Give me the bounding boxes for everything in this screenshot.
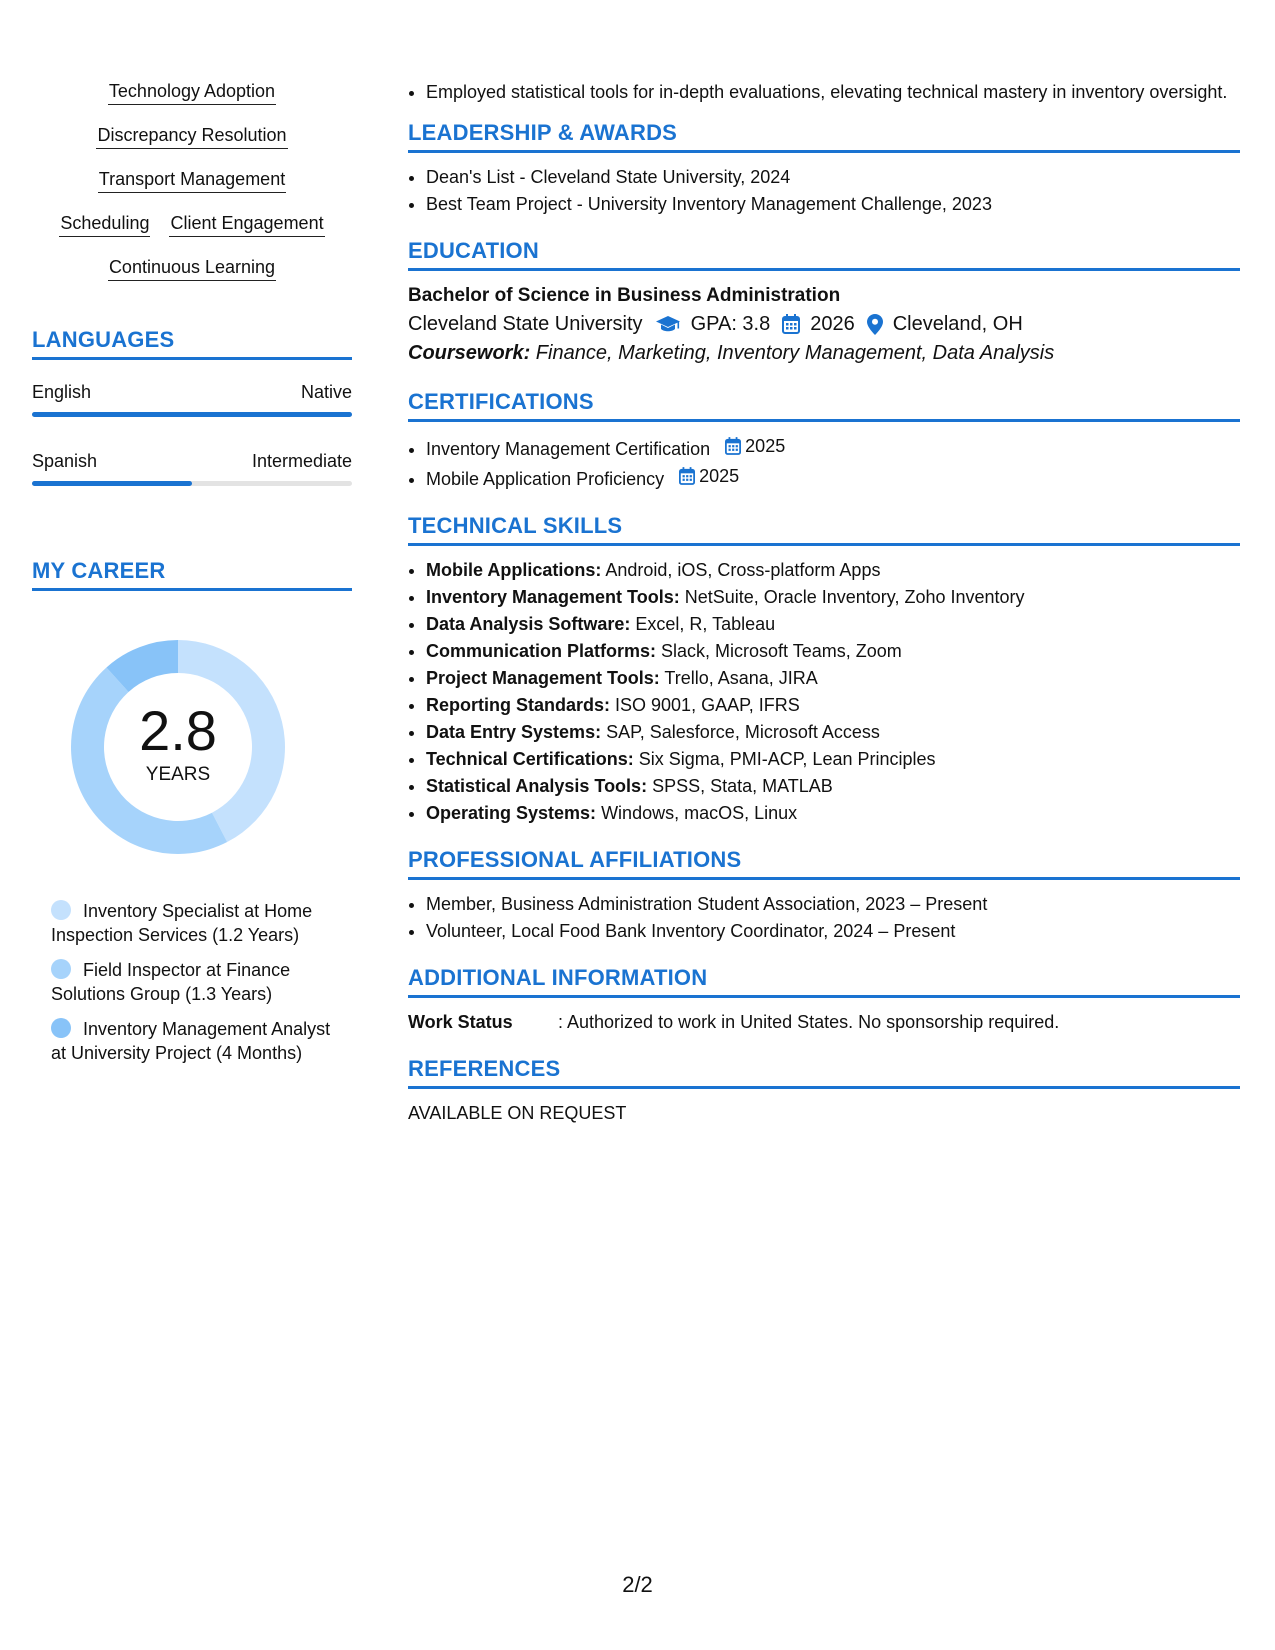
skill-values: NetSuite, Oracle Inventory, Zoho Inventory <box>679 587 1025 607</box>
affiliations-section <box>408 847 1240 943</box>
education-title: EDUCATION <box>408 238 1240 271</box>
left-column <box>32 80 352 1076</box>
technical-skill-item <box>426 720 1240 744</box>
certification-year: 2025 <box>745 436 786 456</box>
skill-tag: Scheduling <box>59 212 150 237</box>
skill-values: Slack, Microsoft Teams, Zoom <box>656 641 902 661</box>
graduation-year: 2026 <box>810 313 855 335</box>
skill-tag: Discrepancy Resolution <box>96 124 287 149</box>
legend-label: Inventory Specialist at Home Inspection Services (1.2 Years) <box>51 901 313 945</box>
skill-category: Communication Platforms: <box>426 641 657 661</box>
school-location: Cleveland, OH <box>892 313 1023 335</box>
language-proficiency-fill <box>32 481 192 486</box>
skill-category: Mobile Applications: <box>426 560 602 580</box>
skill-values: ISO 9001, GAAP, IFRS <box>610 695 800 715</box>
affiliations-title: PROFESSIONAL AFFILIATIONS <box>408 847 1240 880</box>
skill-tag: Continuous Learning <box>108 256 276 281</box>
language-level: Native <box>300 382 352 402</box>
education-details <box>408 309 1240 339</box>
career-total-unit: YEARS <box>145 764 211 785</box>
certification-item <box>426 434 1240 461</box>
skill-tag-row <box>32 168 352 193</box>
additional-info-section <box>408 965 1240 1034</box>
skill-tag: Client Engagement <box>169 212 324 237</box>
technical-skills-list <box>408 558 1240 825</box>
experience-bullet: • Employed statistical tools for in-depth evaluations, elevating technical mastery in inventory oversight. <box>426 80 1240 104</box>
leadership-list <box>408 165 1240 216</box>
language-level: Intermediate <box>251 451 352 471</box>
additional-info-title: ADDITIONAL INFORMATION <box>408 965 1240 998</box>
calendar-icon <box>725 437 741 455</box>
language-item <box>32 382 352 417</box>
school-name: Cleveland State University <box>408 313 643 335</box>
right-column <box>408 80 1240 1125</box>
certifications-list <box>408 434 1240 491</box>
language-proficiency-bar <box>32 481 352 486</box>
technical-skill-item <box>426 612 1240 636</box>
career-legend <box>51 899 341 1065</box>
work-status-label: Work Status <box>408 1012 513 1032</box>
legend-dot <box>51 959 71 979</box>
skill-tags <box>32 80 352 281</box>
references-section <box>408 1056 1240 1125</box>
experience-bullets <box>408 80 1240 104</box>
career-title: MY CAREER <box>32 558 352 591</box>
technical-skill-item <box>426 774 1240 798</box>
languages-title: LANGUAGES <box>32 327 352 360</box>
map-pin-icon <box>867 314 883 335</box>
leadership-title: LEADERSHIP & AWARDS <box>408 120 1240 153</box>
leadership-section <box>408 120 1240 216</box>
skill-category: Project Management Tools: <box>426 668 660 688</box>
technical-skills-title: TECHNICAL SKILLS <box>408 513 1240 546</box>
skill-category: Technical Certifications: <box>426 749 634 769</box>
skill-values: Excel, R, Tableau <box>630 614 776 634</box>
calendar-icon <box>679 467 695 485</box>
skill-tag-row <box>32 212 352 237</box>
career-legend-item <box>51 958 341 1006</box>
certification-item <box>426 464 1240 491</box>
legend-dot <box>51 900 71 920</box>
skill-tag-row <box>32 256 352 281</box>
education-section <box>408 238 1240 367</box>
leadership-item: • Best Team Project - University Inventory Management Challenge, 2023 <box>426 192 1240 216</box>
affiliation-item: • Member, Business Administration Student Association, 2023 – Present <box>426 892 1240 916</box>
language-item <box>32 451 352 486</box>
languages-section <box>32 327 352 486</box>
career-section <box>32 558 352 1065</box>
references-text: AVAILABLE ON REQUEST <box>408 1103 627 1123</box>
technical-skill-item <box>426 639 1240 663</box>
technical-skill-item <box>426 558 1240 582</box>
certification-year: 2025 <box>699 466 740 486</box>
skill-category: Reporting Standards: <box>426 695 611 715</box>
work-status-row <box>408 1010 1240 1034</box>
coursework <box>408 339 1240 367</box>
career-legend-item <box>51 899 341 947</box>
career-donut-center <box>64 633 292 861</box>
affiliation-item: • Volunteer, Local Food Bank Inventory Coordinator, 2024 – Present <box>426 919 1240 943</box>
coursework-label: Coursework: <box>408 342 531 364</box>
skill-values: Trello, Asana, JIRA <box>659 668 818 688</box>
language-name: English <box>32 382 92 402</box>
work-status-value: : Authorized to work in United States. No sponsorship required. <box>558 1012 1060 1032</box>
skill-tag-row <box>32 80 352 105</box>
legend-dot <box>51 1018 71 1038</box>
leadership-item: • Dean's List - Cleveland State University, 2024 <box>426 165 1240 189</box>
technical-skill-item <box>426 693 1240 717</box>
skill-values: SAP, Salesforce, Microsoft Access <box>601 722 880 742</box>
technical-skill-item <box>426 801 1240 825</box>
language-proficiency-fill <box>32 412 352 417</box>
gpa: GPA: 3.8 <box>690 313 771 335</box>
skill-values: Android, iOS, Cross-platform Apps <box>601 560 881 580</box>
legend-label: Field Inspector at Finance Solutions Group (1.3 Years) <box>51 960 291 1004</box>
legend-label: Inventory Management Analyst at University Project (4 Months) <box>51 1019 331 1063</box>
coursework-list: Finance, Marketing, Inventory Management, Data Analysis <box>530 342 1055 364</box>
skill-tag: Transport Management <box>98 168 286 193</box>
language-proficiency-bar <box>32 412 352 417</box>
skill-category: Operating Systems: <box>426 803 597 823</box>
skill-category: Data Entry Systems: <box>426 722 602 742</box>
technical-skill-item <box>426 747 1240 771</box>
technical-skills-section <box>408 513 1240 825</box>
skill-category: Statistical Analysis Tools: <box>426 776 648 796</box>
career-donut-chart <box>64 633 292 861</box>
language-name: Spanish <box>32 451 98 471</box>
degree-title: Bachelor of Science in Business Administration <box>408 285 841 306</box>
skill-values: SPSS, Stata, MATLAB <box>647 776 833 796</box>
career-legend-item <box>51 1017 341 1065</box>
skill-values: Windows, macOS, Linux <box>596 803 798 823</box>
graduation-cap-icon <box>655 314 681 334</box>
technical-skill-item <box>426 585 1240 609</box>
certifications-title: CERTIFICATIONS <box>408 389 1240 422</box>
skill-tag-row <box>32 124 352 149</box>
skill-category: Inventory Management Tools: <box>426 587 680 607</box>
skill-category: Data Analysis Software: <box>426 614 631 634</box>
skill-values: Six Sigma, PMI-ACP, Lean Principles <box>633 749 936 769</box>
career-total-years: 2.8 <box>139 699 217 762</box>
calendar-icon <box>782 314 800 334</box>
references-title: REFERENCES <box>408 1056 1240 1089</box>
technical-skill-item <box>426 666 1240 690</box>
certifications-section <box>408 389 1240 491</box>
certification-name: Mobile Application Proficiency <box>426 469 665 489</box>
affiliations-list <box>408 892 1240 943</box>
skill-tag: Technology Adoption <box>108 80 276 105</box>
page-number: 2/2 <box>622 1572 653 1597</box>
certification-name: Inventory Management Certification <box>426 439 711 459</box>
